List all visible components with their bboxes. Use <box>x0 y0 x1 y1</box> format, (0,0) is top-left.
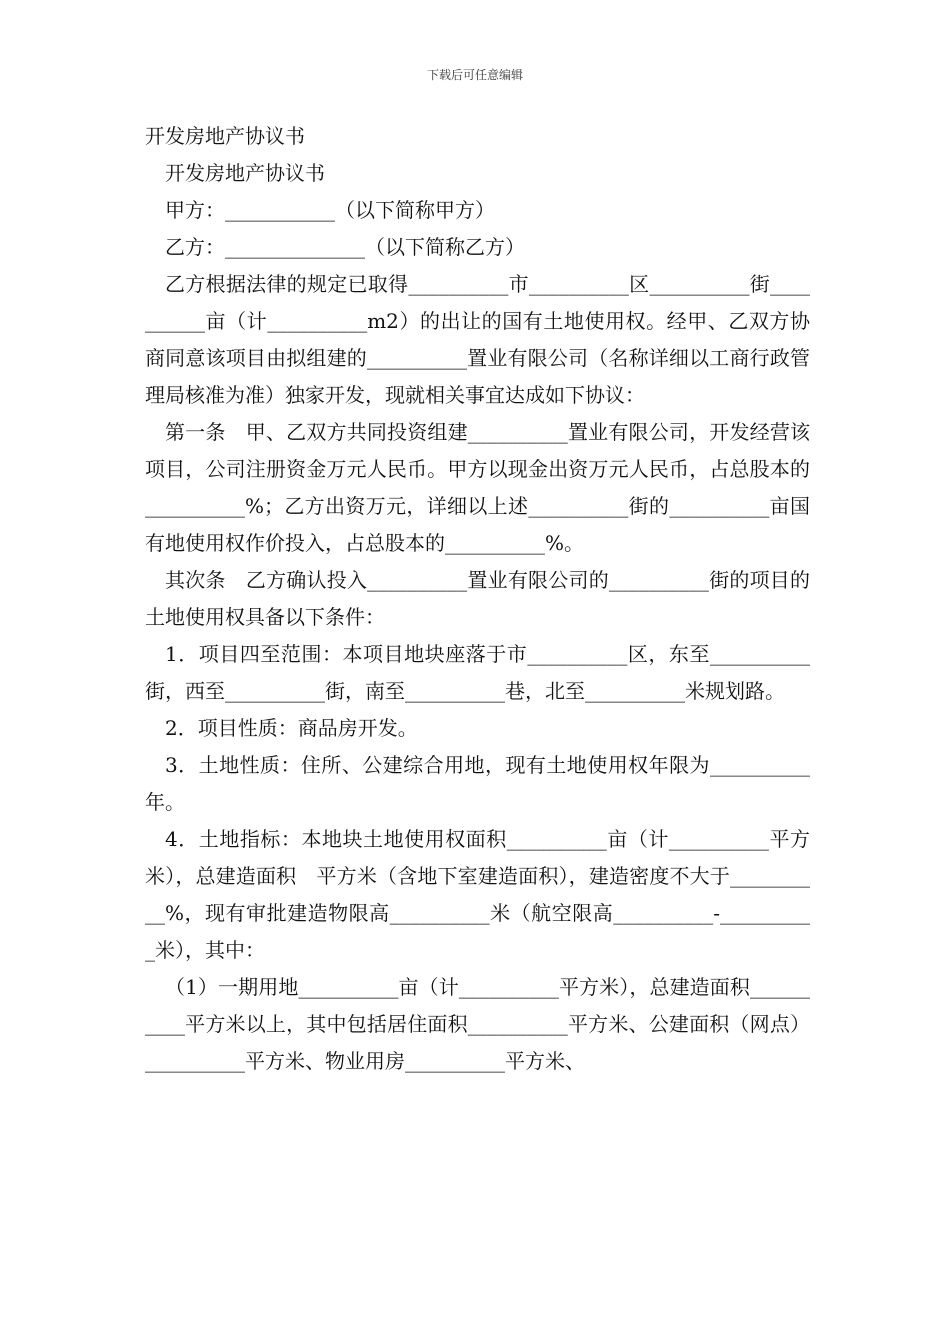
paragraph-intro: 乙方根据法律的规定已取得__________市__________区__________街__________亩（计__________m2）的出让的国有土地使用权。经甲、乙双方协商同意该项目由拟组建的__________置业有限公司（名称详细以工商行政管理局核准为准）独家开发，现就相关事宜达成如下协议： <box>145 272 810 407</box>
paragraph-item-4: 4．土地指标：本地块土地使用权面积__________亩（计__________平方米），总建造面积 平方米（含地下室建造面积），建造密度不大于__________%，现有审批建造物限高__________米（航空限高__________-__________米），其中： <box>145 827 810 962</box>
document-heading: 开发房地产协议书 <box>145 124 305 148</box>
paragraph-item-2: 2．项目性质：商品房开发。 <box>165 716 418 740</box>
paragraph-article-2: 其次条 乙方确认投入__________置业有限公司的__________街的项目的土地使用权具备以下条件： <box>145 568 810 629</box>
paragraph-subtitle: 开发房地产协议书 <box>165 161 325 185</box>
document-body <box>145 118 810 1080</box>
paragraph-party-b: 乙方：______________（以下简称乙方） <box>165 235 525 259</box>
paragraph-party-a: 甲方：___________（以下简称甲方） <box>165 198 495 222</box>
paragraph-item-3: 3．土地性质：住所、公建综合用地，现有土地使用权年限为__________年。 <box>145 753 810 814</box>
paragraph-subitem-1: （1）一期用地__________亩（计__________平方米），总建造面积__________平方米以上，其中包括居住面积__________平方米、公建面积（网点）__________平方米、物业用房__________平方米、 <box>145 975 810 1073</box>
paragraph-article-1: 第一条 甲、乙双方共同投资组建__________置业有限公司，开发经营该项目，公司注册资金万元人民币。甲方以现金出资万元人民币，占总股本的__________%；乙方出资万元，详细以上述__________街的__________亩国有地使用权作价投入，占总股本的__________%。 <box>145 420 810 555</box>
page-header: 下载后可任意编辑 <box>426 68 523 82</box>
paragraph-item-1: 1．项目四至范围：本项目地块座落于市__________区，东至__________街，西至__________街，南至__________巷，北至__________米规划路。 <box>145 642 810 703</box>
